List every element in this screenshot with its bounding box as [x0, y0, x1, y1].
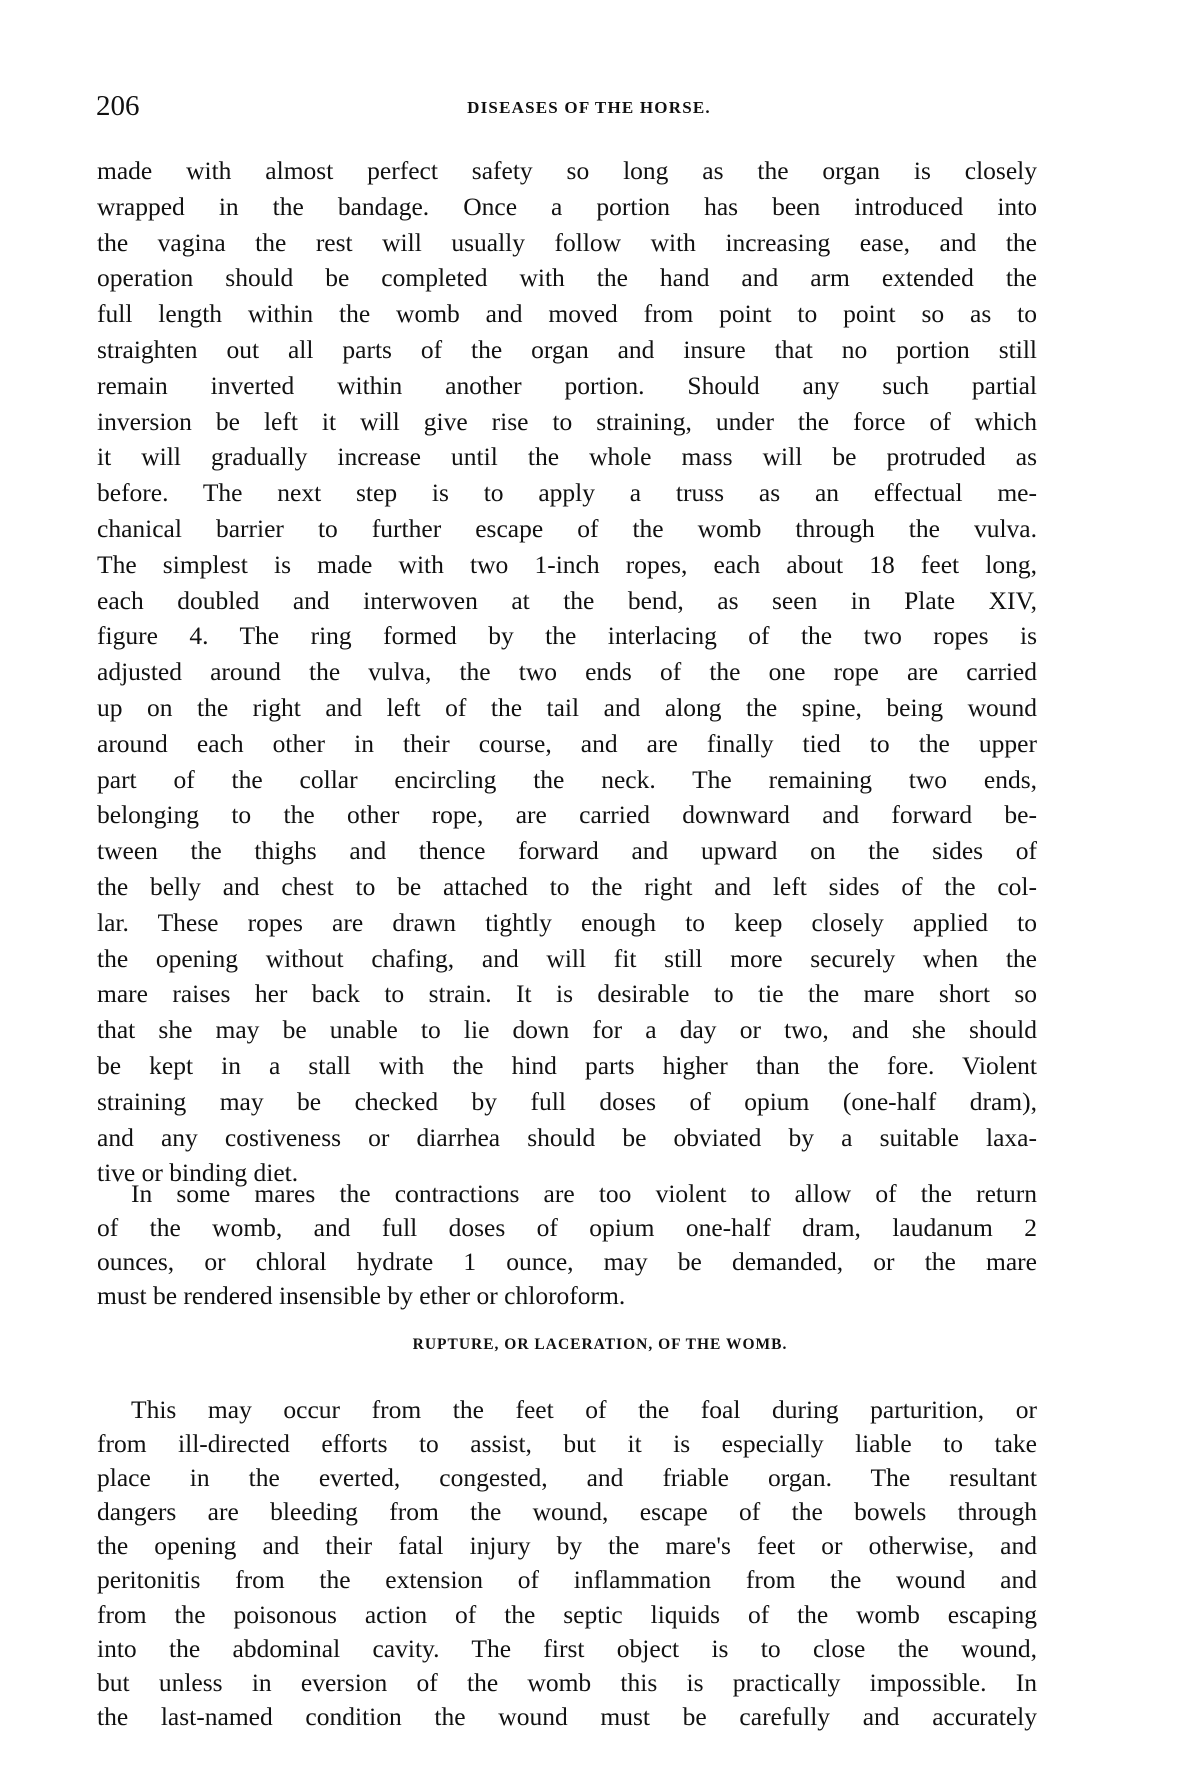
text-line: into the abdominal cavity. The first object is to close the wound,: [97, 1633, 1037, 1663]
text-line: This may occur from the feet of the foal during parturition, or: [131, 1395, 1037, 1424]
text-line: up on the right and left of the tail and along the spine, being wound: [97, 692, 1037, 722]
text-line: the vagina the rest will usually follow with increasing ease, and the: [97, 227, 1037, 257]
section-heading: RUPTURE, OR LACERATION, OF THE WOMB.: [412, 1336, 788, 1353]
text-line: it will gradually increase until the whole mass will be protruded as: [97, 442, 1037, 472]
text-line: the opening and their fatal injury by the mare's feet or otherwise, and: [97, 1531, 1037, 1561]
text-line: straighten out all parts of the organ and insure that no portion still: [97, 334, 1037, 364]
text-line: and any costiveness or diarrhea should be obviated by a suitable laxa-: [97, 1122, 1037, 1152]
text-line: peritonitis from the extension of inflammation from the wound and: [97, 1565, 1037, 1595]
text-line: In some mares the contractions are too violent to allow of the return: [131, 1179, 1037, 1208]
paragraph: [97, 1393, 1037, 1734]
text-line: of the womb, and full doses of opium one-half dram, laudanum 2: [97, 1213, 1037, 1242]
text-line: made with almost perfect safety so long as the organ is closely: [97, 156, 1037, 185]
text-line: ounces, or chloral hydrate 1 ounce, may be demanded, or the mare: [97, 1247, 1037, 1276]
text-line: tween the thighs and thence forward and upward on the sides of: [97, 836, 1037, 866]
text-line: must be rendered insensible by ether or chloroform.: [97, 1281, 626, 1310]
text-line: each doubled and interwoven at the bend, as seen in Plate XIV,: [97, 585, 1037, 615]
paragraph: [97, 1177, 1037, 1313]
text-line: mare raises her back to strain. It is desirable to tie the mare short so: [97, 979, 1037, 1009]
text-line: the opening without chafing, and will fit still more securely when the: [97, 943, 1037, 973]
text-line: dangers are bleeding from the wound, escape of the bowels through: [97, 1497, 1037, 1527]
page-number: 206: [96, 90, 140, 122]
running-title: DISEASES OF THE HORSE.: [467, 98, 711, 117]
text-line: remain inverted within another portion. Should any such partial: [97, 370, 1037, 400]
text-line: inversion be left it will give rise to straining, under the force of which: [97, 406, 1037, 436]
text-line: that she may be unable to lie down for a day or two, and she should: [97, 1015, 1037, 1045]
text-line: the last-named condition the wound must be carefully and accurately: [97, 1701, 1037, 1731]
text-line: around each other in their course, and are finally tied to the upper: [97, 728, 1037, 758]
text-line: tive or binding diet.: [97, 1158, 299, 1188]
text-line: but unless in eversion of the womb this is practically impossible. In: [97, 1667, 1037, 1697]
text-line: the belly and chest to be attached to the right and left sides of the col-: [97, 871, 1037, 901]
text-line: adjusted around the vulva, the two ends of the one rope are carried: [97, 657, 1037, 687]
text-line: part of the collar encircling the neck. The remaining two ends,: [97, 764, 1037, 794]
text-line: straining may be checked by full doses of opium (one-half dram),: [97, 1086, 1037, 1116]
text-line: place in the everted, congested, and friable organ. The resultant: [97, 1463, 1037, 1493]
text-line: from ill-directed efforts to assist, but it is especially liable to take: [97, 1429, 1037, 1459]
text-line: The simplest is made with two 1-inch ropes, each about 18 feet long,: [97, 549, 1037, 579]
text-line: from the poisonous action of the septic liquids of the womb escaping: [97, 1599, 1037, 1629]
text-line: chanical barrier to further escape of the womb through the vulva.: [97, 513, 1037, 543]
paragraph: [97, 153, 1037, 1191]
text-line: operation should be completed with the hand and arm extended the: [97, 263, 1037, 293]
text-line: belonging to the other rope, are carried downward and forward be-: [97, 800, 1037, 830]
text-line: full length within the womb and moved from point to point so as to: [97, 299, 1037, 329]
text-line: before. The next step is to apply a truss as an effectual me-: [97, 478, 1037, 508]
text-line: figure 4. The ring formed by the interlacing of the two ropes is: [97, 621, 1037, 651]
text-line: lar. These ropes are drawn tightly enough to keep closely applied to: [97, 907, 1037, 937]
text-line: be kept in a stall with the hind parts higher than the fore. Violent: [97, 1050, 1037, 1080]
text-line: wrapped in the bandage. Once a portion has been introduced into: [97, 191, 1037, 221]
